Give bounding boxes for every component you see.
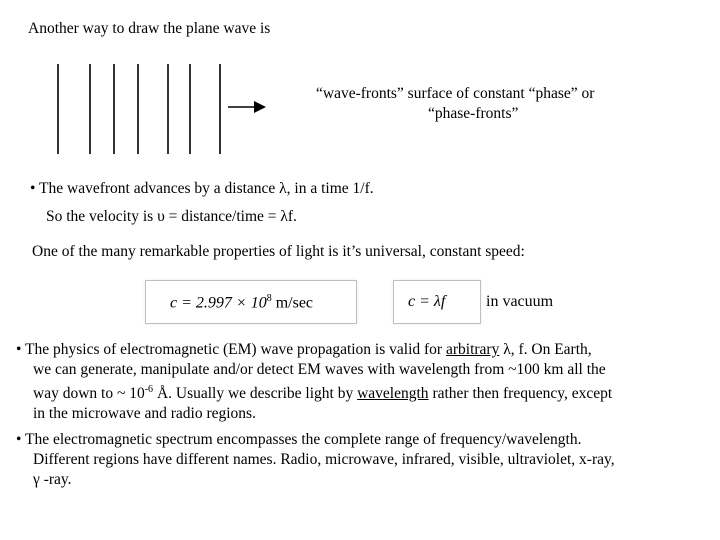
em-spectrum-paragraph	[16, 430, 615, 490]
wavefront-label-line2: “phase-fronts”	[428, 105, 519, 122]
remark-text: One of the many remarkable properties of light is it’s universal, constant speed:	[32, 243, 525, 260]
bullet1-line1: • The wavefront advances by a distance λ, in a time 1/f.	[30, 180, 374, 197]
in-vacuum-label: in vacuum	[486, 293, 554, 310]
para2-line2: Different regions have different names. Radio, microwave, infrared, visible, ultraviolet, x-ray,	[33, 451, 615, 468]
para2-line1: • The electromagnetic spectrum encompasses the complete range of frequency/wavelength.	[16, 431, 582, 448]
dispersion-equation	[408, 293, 445, 311]
para2-line3: γ -ray.	[33, 471, 72, 488]
para1-line2: we can generate, manipulate and/or detect EM waves with wavelength from ~100 km all the	[33, 361, 606, 378]
dispersion-equation-box	[393, 280, 481, 324]
eq1-text: c = 2.997 × 10	[170, 294, 267, 312]
em-propagation-paragraph	[16, 340, 612, 424]
plane-wave-diagram	[40, 56, 300, 160]
bullet1-line2: So the velocity is υ = distance/time = λf.	[46, 208, 297, 225]
speed-equation	[170, 293, 313, 312]
para1-line1: • The physics of electromagnetic (EM) wave propagation is valid for arbitrary λ, f. On Earth,	[16, 341, 592, 358]
eq1-exponent: 8	[266, 293, 272, 304]
eq2-lhs: c	[408, 293, 416, 310]
para1-line3: way down to ~ $10^{-6}$ Å. Usually we describe light by wavelength rather then frequency, except	[33, 384, 613, 403]
eq2-rhs: = λf	[415, 293, 446, 310]
para1-line4: in the microwave and radio regions.	[33, 405, 256, 423]
wavefront-label-line1: “wave-fronts” surface of constant “phase” or	[316, 85, 595, 102]
speed-equation-box	[145, 280, 357, 324]
eq1-unit: m/sec	[271, 294, 314, 312]
intro-text: Another way to draw the plane wave is	[28, 20, 271, 37]
